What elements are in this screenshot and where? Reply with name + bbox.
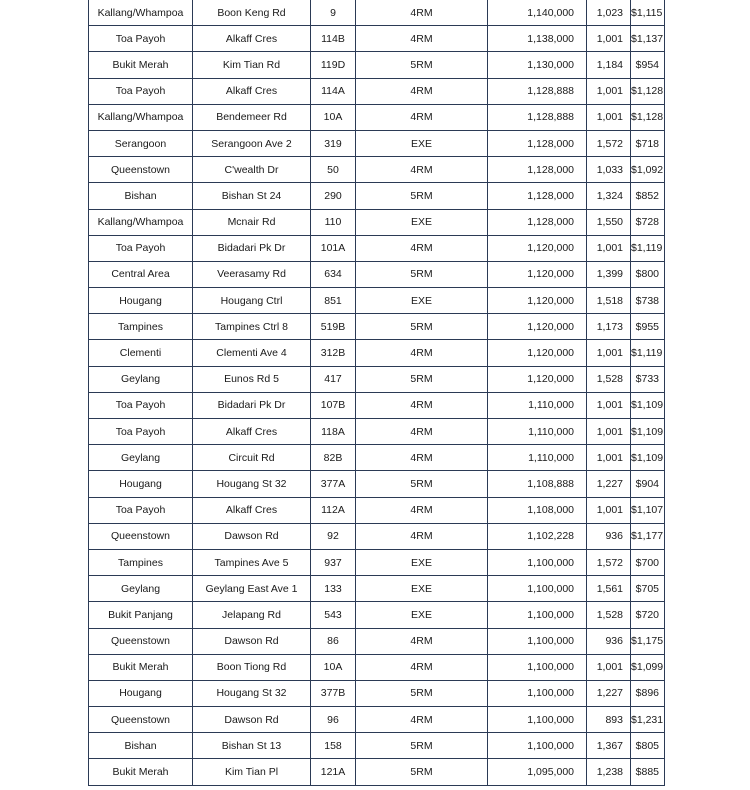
table-row <box>89 759 665 785</box>
table-row <box>89 628 665 654</box>
block-cell: 417 <box>311 366 356 392</box>
size-cell: 1,001 <box>587 340 631 366</box>
table-row <box>89 340 665 366</box>
table-row <box>89 576 665 602</box>
table-row <box>89 130 665 156</box>
flat-type-cell: 4RM <box>356 0 488 26</box>
psf-cell: $1,115 <box>631 0 665 26</box>
psf-cell: $1,175 <box>631 628 665 654</box>
street-cell: Clementi Ave 4 <box>193 340 311 366</box>
size-cell: 1,001 <box>587 104 631 130</box>
town-cell: Toa Payoh <box>89 419 193 445</box>
flat-type-cell: 4RM <box>356 419 488 445</box>
block-cell: 119D <box>311 52 356 78</box>
block-cell: 290 <box>311 183 356 209</box>
psf-cell: $955 <box>631 314 665 340</box>
flat-type-cell: 4RM <box>356 497 488 523</box>
size-cell: 1,001 <box>587 392 631 418</box>
table-row <box>89 523 665 549</box>
table-row <box>89 471 665 497</box>
street-cell: C'wealth Dr <box>193 157 311 183</box>
table-row <box>89 0 665 26</box>
street-cell: Tampines Ave 5 <box>193 549 311 575</box>
town-cell: Bukit Merah <box>89 52 193 78</box>
price-cell: 1,140,000 <box>488 0 587 26</box>
table-row <box>89 52 665 78</box>
psf-cell: $1,109 <box>631 392 665 418</box>
street-cell: Alkaff Cres <box>193 26 311 52</box>
flat-type-cell: 4RM <box>356 235 488 261</box>
table-row <box>89 733 665 759</box>
size-cell: 1,572 <box>587 130 631 156</box>
flat-type-cell: EXE <box>356 130 488 156</box>
psf-cell: $1,109 <box>631 445 665 471</box>
price-cell: 1,100,000 <box>488 628 587 654</box>
flat-type-cell: 4RM <box>356 26 488 52</box>
size-cell: 1,572 <box>587 549 631 575</box>
flat-type-cell: 4RM <box>356 707 488 733</box>
town-cell: Bukit Panjang <box>89 602 193 628</box>
price-cell: 1,100,000 <box>488 680 587 706</box>
price-cell: 1,120,000 <box>488 235 587 261</box>
table-row <box>89 78 665 104</box>
street-cell: Hougang Ctrl <box>193 288 311 314</box>
price-cell: 1,128,000 <box>488 157 587 183</box>
town-cell: Hougang <box>89 471 193 497</box>
town-cell: Geylang <box>89 366 193 392</box>
table-row <box>89 104 665 130</box>
table-row <box>89 549 665 575</box>
size-cell: 1,001 <box>587 78 631 104</box>
price-cell: 1,100,000 <box>488 549 587 575</box>
street-cell: Hougang St 32 <box>193 680 311 706</box>
price-cell: 1,110,000 <box>488 445 587 471</box>
street-cell: Kim Tian Rd <box>193 52 311 78</box>
street-cell: Hougang St 32 <box>193 471 311 497</box>
block-cell: 112A <box>311 497 356 523</box>
price-cell: 1,120,000 <box>488 314 587 340</box>
town-cell: Geylang <box>89 576 193 602</box>
table-row <box>89 445 665 471</box>
price-cell: 1,095,000 <box>488 759 587 785</box>
table-row <box>89 392 665 418</box>
block-cell: 519B <box>311 314 356 340</box>
town-cell: Bukit Merah <box>89 759 193 785</box>
street-cell: Dawson Rd <box>193 707 311 733</box>
psf-cell: $805 <box>631 733 665 759</box>
block-cell: 92 <box>311 523 356 549</box>
size-cell: 1,227 <box>587 471 631 497</box>
street-cell: Bidadari Pk Dr <box>193 392 311 418</box>
block-cell: 50 <box>311 157 356 183</box>
price-cell: 1,110,000 <box>488 419 587 445</box>
psf-cell: $728 <box>631 209 665 235</box>
size-cell: 1,033 <box>587 157 631 183</box>
size-cell: 1,324 <box>587 183 631 209</box>
flat-type-cell: 5RM <box>356 471 488 497</box>
table-row <box>89 654 665 680</box>
price-cell: 1,128,000 <box>488 130 587 156</box>
street-cell: Veerasamy Rd <box>193 261 311 287</box>
size-cell: 1,238 <box>587 759 631 785</box>
flat-type-cell: EXE <box>356 576 488 602</box>
price-cell: 1,138,000 <box>488 26 587 52</box>
flat-type-cell: 4RM <box>356 340 488 366</box>
psf-cell: $1,128 <box>631 104 665 130</box>
street-cell: Circuit Rd <box>193 445 311 471</box>
price-cell: 1,100,000 <box>488 602 587 628</box>
flat-type-cell: EXE <box>356 288 488 314</box>
flat-type-cell: 4RM <box>356 392 488 418</box>
psf-cell: $1,137 <box>631 26 665 52</box>
flat-type-cell: 5RM <box>356 183 488 209</box>
size-cell: 1,399 <box>587 261 631 287</box>
psf-cell: $1,099 <box>631 654 665 680</box>
town-cell: Kallang/Whampoa <box>89 104 193 130</box>
psf-cell: $1,177 <box>631 523 665 549</box>
town-cell: Bishan <box>89 183 193 209</box>
table-row <box>89 261 665 287</box>
town-cell: Serangoon <box>89 130 193 156</box>
flat-type-cell: 5RM <box>356 366 488 392</box>
table-row <box>89 602 665 628</box>
table-row <box>89 26 665 52</box>
block-cell: 118A <box>311 419 356 445</box>
town-cell: Toa Payoh <box>89 235 193 261</box>
psf-cell: $852 <box>631 183 665 209</box>
town-cell: Bukit Merah <box>89 654 193 680</box>
size-cell: 1,184 <box>587 52 631 78</box>
resale-table-page <box>88 0 664 786</box>
street-cell: Bishan St 24 <box>193 183 311 209</box>
psf-cell: $1,107 <box>631 497 665 523</box>
flat-type-cell: 5RM <box>356 680 488 706</box>
table-body <box>89 0 665 785</box>
psf-cell: $954 <box>631 52 665 78</box>
flat-type-cell: 4RM <box>356 523 488 549</box>
town-cell: Hougang <box>89 680 193 706</box>
town-cell: Clementi <box>89 340 193 366</box>
block-cell: 10A <box>311 104 356 130</box>
block-cell: 82B <box>311 445 356 471</box>
town-cell: Kallang/Whampoa <box>89 0 193 26</box>
table-row <box>89 314 665 340</box>
table-row <box>89 419 665 445</box>
price-cell: 1,102,228 <box>488 523 587 549</box>
block-cell: 634 <box>311 261 356 287</box>
size-cell: 1,550 <box>587 209 631 235</box>
size-cell: 1,173 <box>587 314 631 340</box>
street-cell: Dawson Rd <box>193 523 311 549</box>
street-cell: Bishan St 13 <box>193 733 311 759</box>
table-row <box>89 209 665 235</box>
flat-type-cell: 4RM <box>356 654 488 680</box>
street-cell: Alkaff Cres <box>193 419 311 445</box>
size-cell: 936 <box>587 523 631 549</box>
town-cell: Hougang <box>89 288 193 314</box>
street-cell: Bidadari Pk Dr <box>193 235 311 261</box>
psf-cell: $733 <box>631 366 665 392</box>
flat-type-cell: 4RM <box>356 104 488 130</box>
size-cell: 1,367 <box>587 733 631 759</box>
block-cell: 10A <box>311 654 356 680</box>
size-cell: 936 <box>587 628 631 654</box>
block-cell: 158 <box>311 733 356 759</box>
psf-cell: $700 <box>631 549 665 575</box>
price-cell: 1,128,000 <box>488 183 587 209</box>
town-cell: Queenstown <box>89 157 193 183</box>
block-cell: 133 <box>311 576 356 602</box>
size-cell: 1,528 <box>587 602 631 628</box>
psf-cell: $885 <box>631 759 665 785</box>
size-cell: 893 <box>587 707 631 733</box>
psf-cell: $896 <box>631 680 665 706</box>
town-cell: Tampines <box>89 314 193 340</box>
town-cell: Geylang <box>89 445 193 471</box>
psf-cell: $1,119 <box>631 340 665 366</box>
price-cell: 1,128,000 <box>488 209 587 235</box>
table-row <box>89 707 665 733</box>
psf-cell: $800 <box>631 261 665 287</box>
psf-cell: $904 <box>631 471 665 497</box>
town-cell: Queenstown <box>89 628 193 654</box>
flat-type-cell: 5RM <box>356 759 488 785</box>
price-cell: 1,130,000 <box>488 52 587 78</box>
street-cell: Boon Tiong Rd <box>193 654 311 680</box>
street-cell: Bendemeer Rd <box>193 104 311 130</box>
table-row <box>89 235 665 261</box>
block-cell: 937 <box>311 549 356 575</box>
street-cell: Tampines Ctrl 8 <box>193 314 311 340</box>
psf-cell: $720 <box>631 602 665 628</box>
street-cell: Boon Keng Rd <box>193 0 311 26</box>
flat-type-cell: EXE <box>356 209 488 235</box>
town-cell: Tampines <box>89 549 193 575</box>
flat-type-cell: EXE <box>356 549 488 575</box>
psf-cell: $1,109 <box>631 419 665 445</box>
block-cell: 377B <box>311 680 356 706</box>
flat-type-cell: 5RM <box>356 261 488 287</box>
flat-type-cell: 5RM <box>356 52 488 78</box>
psf-cell: $1,128 <box>631 78 665 104</box>
flat-type-cell: 4RM <box>356 157 488 183</box>
flat-type-cell: 4RM <box>356 445 488 471</box>
price-cell: 1,120,000 <box>488 340 587 366</box>
flat-type-cell: 5RM <box>356 733 488 759</box>
town-cell: Kallang/Whampoa <box>89 209 193 235</box>
street-cell: Alkaff Cres <box>193 497 311 523</box>
town-cell: Queenstown <box>89 523 193 549</box>
town-cell: Bishan <box>89 733 193 759</box>
town-cell: Queenstown <box>89 707 193 733</box>
psf-cell: $1,231 <box>631 707 665 733</box>
size-cell: 1,001 <box>587 235 631 261</box>
town-cell: Toa Payoh <box>89 78 193 104</box>
price-cell: 1,108,000 <box>488 497 587 523</box>
block-cell: 101A <box>311 235 356 261</box>
size-cell: 1,001 <box>587 654 631 680</box>
size-cell: 1,227 <box>587 680 631 706</box>
size-cell: 1,001 <box>587 26 631 52</box>
table-row <box>89 157 665 183</box>
price-cell: 1,110,000 <box>488 392 587 418</box>
psf-cell: $1,119 <box>631 235 665 261</box>
price-cell: 1,100,000 <box>488 654 587 680</box>
street-cell: Serangoon Ave 2 <box>193 130 311 156</box>
psf-cell: $718 <box>631 130 665 156</box>
price-cell: 1,100,000 <box>488 576 587 602</box>
table-row <box>89 288 665 314</box>
flat-type-cell: EXE <box>356 602 488 628</box>
block-cell: 121A <box>311 759 356 785</box>
table-row <box>89 680 665 706</box>
town-cell: Toa Payoh <box>89 26 193 52</box>
block-cell: 114B <box>311 26 356 52</box>
size-cell: 1,561 <box>587 576 631 602</box>
street-cell: Mcnair Rd <box>193 209 311 235</box>
psf-cell: $738 <box>631 288 665 314</box>
size-cell: 1,001 <box>587 419 631 445</box>
flat-type-cell: 4RM <box>356 628 488 654</box>
price-cell: 1,120,000 <box>488 366 587 392</box>
price-cell: 1,128,888 <box>488 78 587 104</box>
price-cell: 1,120,000 <box>488 261 587 287</box>
street-cell: Dawson Rd <box>193 628 311 654</box>
resale-transactions-table <box>88 0 665 786</box>
block-cell: 96 <box>311 707 356 733</box>
street-cell: Jelapang Rd <box>193 602 311 628</box>
block-cell: 9 <box>311 0 356 26</box>
block-cell: 319 <box>311 130 356 156</box>
block-cell: 86 <box>311 628 356 654</box>
block-cell: 543 <box>311 602 356 628</box>
block-cell: 851 <box>311 288 356 314</box>
table-row <box>89 183 665 209</box>
price-cell: 1,120,000 <box>488 288 587 314</box>
block-cell: 114A <box>311 78 356 104</box>
size-cell: 1,023 <box>587 0 631 26</box>
size-cell: 1,001 <box>587 497 631 523</box>
block-cell: 110 <box>311 209 356 235</box>
flat-type-cell: 5RM <box>356 314 488 340</box>
street-cell: Geylang East Ave 1 <box>193 576 311 602</box>
block-cell: 312B <box>311 340 356 366</box>
town-cell: Central Area <box>89 261 193 287</box>
street-cell: Eunos Rd 5 <box>193 366 311 392</box>
size-cell: 1,518 <box>587 288 631 314</box>
street-cell: Alkaff Cres <box>193 78 311 104</box>
block-cell: 377A <box>311 471 356 497</box>
size-cell: 1,001 <box>587 445 631 471</box>
psf-cell: $1,092 <box>631 157 665 183</box>
price-cell: 1,108,888 <box>488 471 587 497</box>
psf-cell: $705 <box>631 576 665 602</box>
block-cell: 107B <box>311 392 356 418</box>
price-cell: 1,100,000 <box>488 707 587 733</box>
flat-type-cell: 4RM <box>356 78 488 104</box>
town-cell: Toa Payoh <box>89 392 193 418</box>
price-cell: 1,128,888 <box>488 104 587 130</box>
price-cell: 1,100,000 <box>488 733 587 759</box>
size-cell: 1,528 <box>587 366 631 392</box>
table-row <box>89 497 665 523</box>
town-cell: Toa Payoh <box>89 497 193 523</box>
street-cell: Kim Tian Pl <box>193 759 311 785</box>
table-row <box>89 366 665 392</box>
